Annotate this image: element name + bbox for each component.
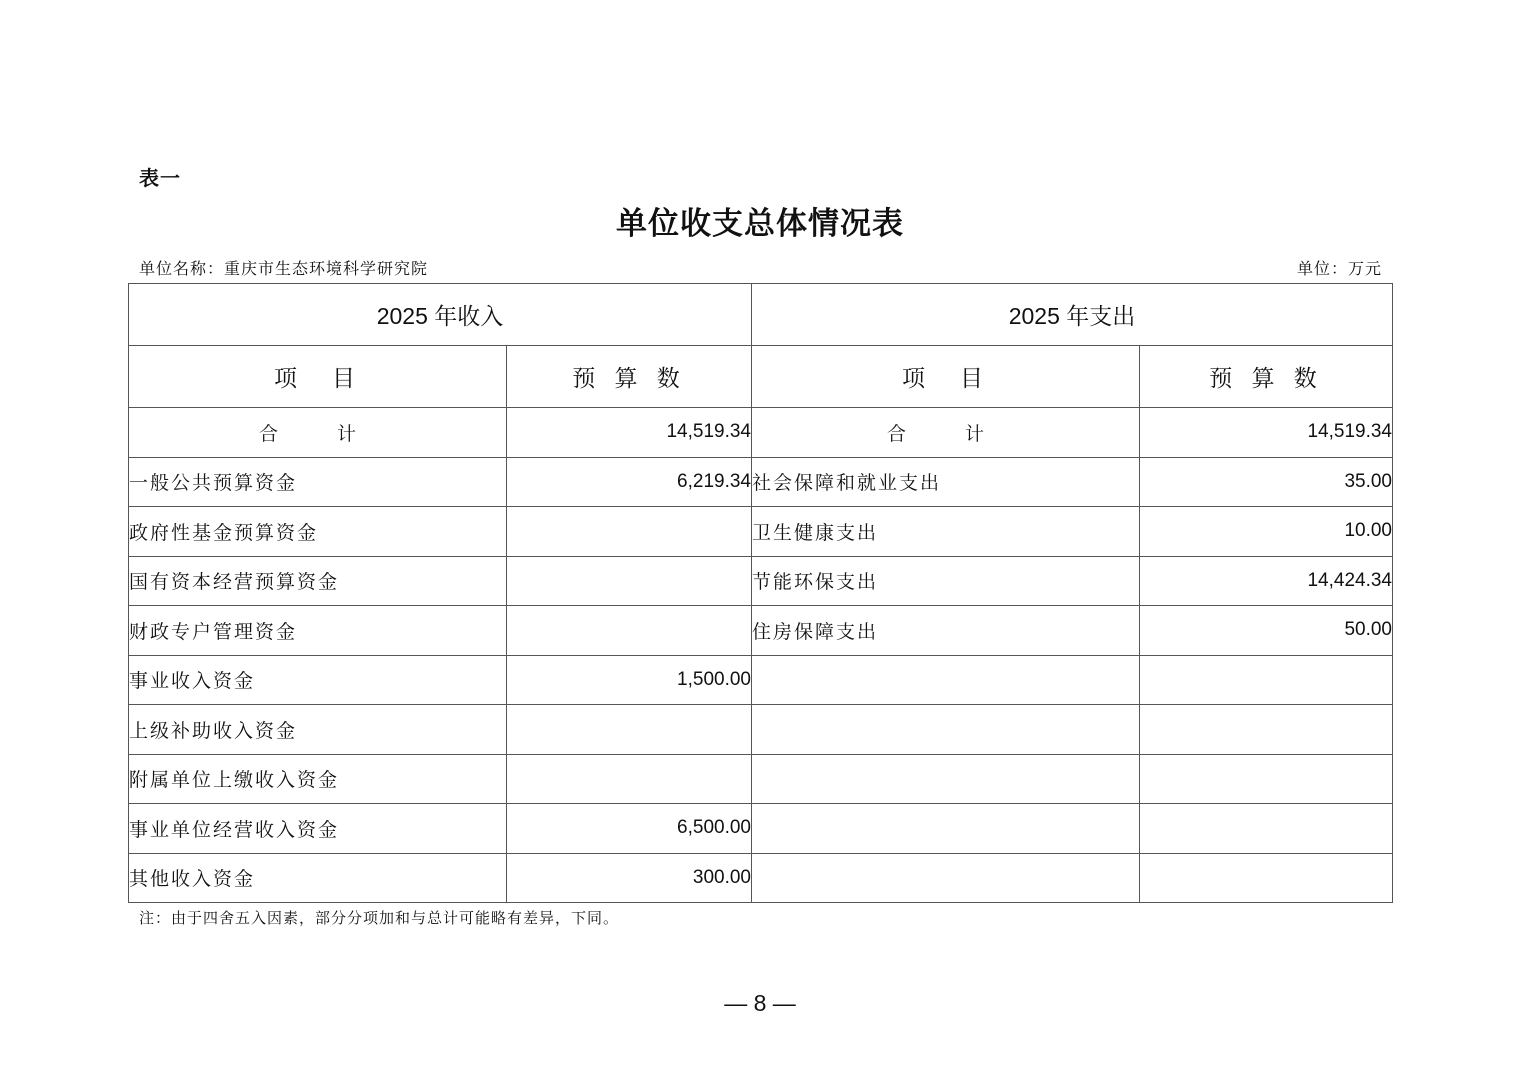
expense-amount: 14,424.34 bbox=[1140, 556, 1393, 606]
expense-budget-column-header: 预 算 数 bbox=[1140, 346, 1393, 408]
income-amount bbox=[507, 556, 752, 606]
expense-item bbox=[752, 804, 1140, 854]
income-item: 财政专户管理资金 bbox=[129, 606, 507, 656]
expense-amount bbox=[1140, 705, 1393, 755]
income-item: 事业收入资金 bbox=[129, 655, 507, 705]
table-row bbox=[129, 804, 1393, 854]
expense-item bbox=[752, 655, 1140, 705]
table-row bbox=[129, 853, 1393, 903]
income-total-label: 合 计 bbox=[129, 408, 507, 458]
income-item: 上级补助收入资金 bbox=[129, 705, 507, 755]
expense-amount: 50.00 bbox=[1140, 606, 1393, 656]
expense-item bbox=[752, 705, 1140, 755]
income-item: 一般公共预算资金 bbox=[129, 457, 507, 507]
table-row bbox=[129, 507, 1393, 557]
expense-total-amount: 14,519.34 bbox=[1140, 408, 1393, 458]
income-total-amount: 14,519.34 bbox=[507, 408, 752, 458]
income-item: 其他收入资金 bbox=[129, 853, 507, 903]
expense-amount bbox=[1140, 754, 1393, 804]
expense-amount bbox=[1140, 853, 1393, 903]
income-item: 附属单位上缴收入资金 bbox=[129, 754, 507, 804]
income-budget-column-header: 预 算 数 bbox=[507, 346, 752, 408]
expense-item-column-header: 项 目 bbox=[752, 346, 1140, 408]
expense-item bbox=[752, 853, 1140, 903]
income-item: 政府性基金预算资金 bbox=[129, 507, 507, 557]
expense-header: 2025 年支出 bbox=[752, 284, 1393, 346]
income-header: 2025 年收入 bbox=[129, 284, 752, 346]
expense-amount: 35.00 bbox=[1140, 457, 1393, 507]
table-label: 表一 bbox=[139, 166, 181, 190]
budget-table bbox=[128, 283, 1393, 903]
table-row bbox=[129, 457, 1393, 507]
expense-amount bbox=[1140, 655, 1393, 705]
income-amount bbox=[507, 507, 752, 557]
income-amount: 6,219.34 bbox=[507, 457, 752, 507]
footnote: 注：由于四舍五入因素，部分分项加和与总计可能略有差异，下同。 bbox=[139, 909, 620, 927]
income-amount bbox=[507, 754, 752, 804]
unit-name: 单位名称：重庆市生态环境科学研究院 bbox=[139, 259, 429, 278]
expense-item bbox=[752, 754, 1140, 804]
expense-amount bbox=[1140, 804, 1393, 854]
expense-item: 社会保障和就业支出 bbox=[752, 457, 1140, 507]
table-row bbox=[129, 556, 1393, 606]
table-row bbox=[129, 754, 1393, 804]
expense-item: 节能环保支出 bbox=[752, 556, 1140, 606]
table-row bbox=[129, 705, 1393, 755]
table-row bbox=[129, 606, 1393, 656]
page-number: — 8 — bbox=[724, 990, 796, 1016]
document-title: 单位收支总体情况表 bbox=[616, 206, 904, 242]
income-amount bbox=[507, 606, 752, 656]
table-row bbox=[129, 655, 1393, 705]
expense-item: 住房保障支出 bbox=[752, 606, 1140, 656]
income-amount: 1,500.00 bbox=[507, 655, 752, 705]
income-amount: 6,500.00 bbox=[507, 804, 752, 854]
income-item: 事业单位经营收入资金 bbox=[129, 804, 507, 854]
expense-item: 卫生健康支出 bbox=[752, 507, 1140, 557]
income-item: 国有资本经营预算资金 bbox=[129, 556, 507, 606]
total-row bbox=[129, 408, 1393, 458]
income-amount: 300.00 bbox=[507, 853, 752, 903]
expense-total-label: 合 计 bbox=[752, 408, 1140, 458]
expense-amount: 10.00 bbox=[1140, 507, 1393, 557]
column-header-row bbox=[129, 346, 1393, 408]
year-header-row bbox=[129, 284, 1393, 346]
income-amount bbox=[507, 705, 752, 755]
unit-of-measure: 单位：万元 bbox=[1296, 259, 1382, 278]
income-item-column-header: 项 目 bbox=[129, 346, 507, 408]
